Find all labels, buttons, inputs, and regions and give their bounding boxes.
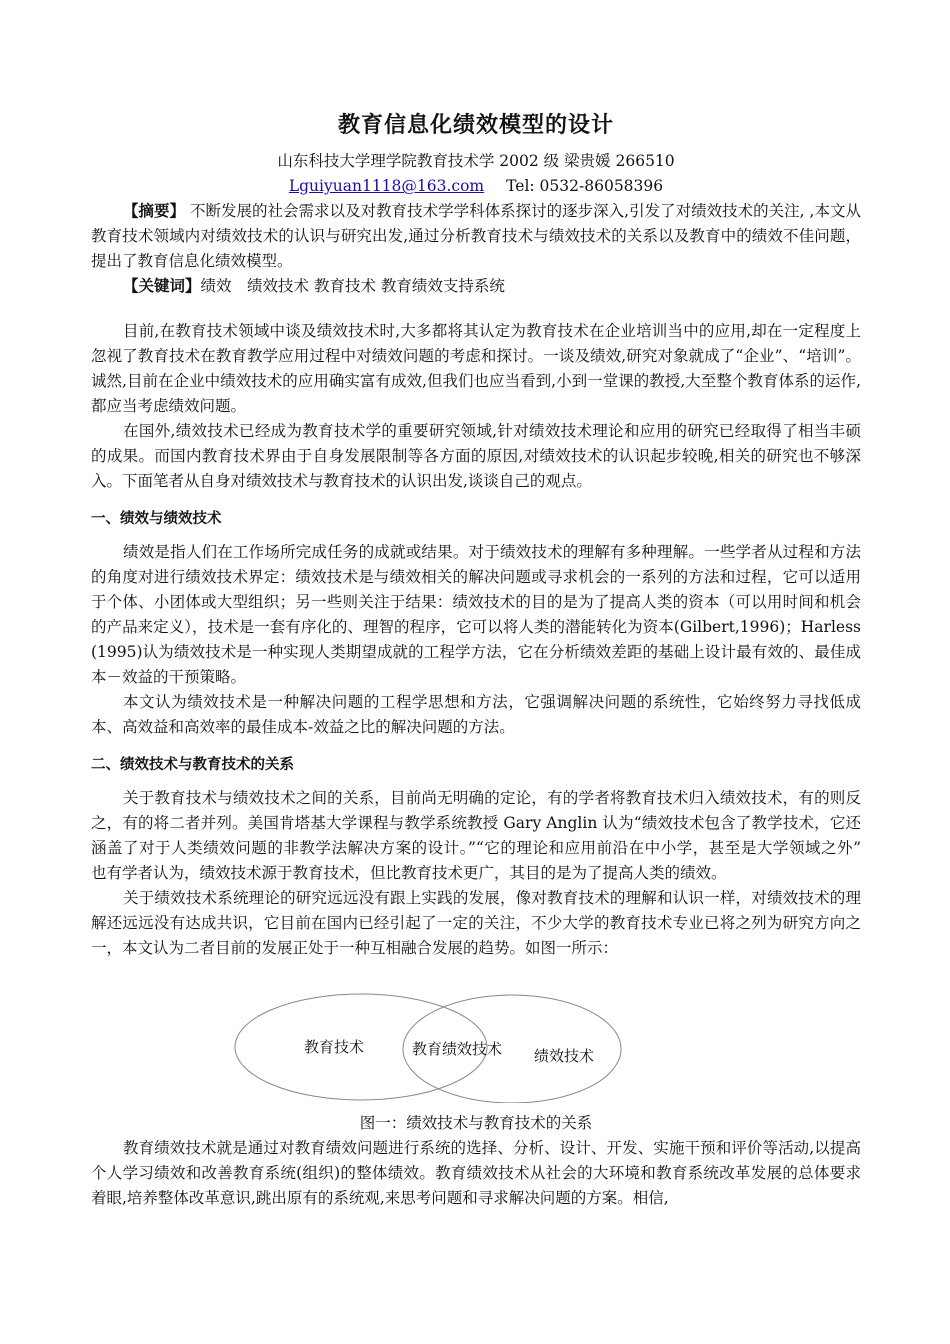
venn-svg bbox=[91, 991, 861, 1103]
keywords-text: 绩效 绩效技术 教育技术 教育绩效支持系统 bbox=[200, 277, 505, 295]
section-2-paragraph-1: 关于教育技术与绩效技术之间的关系，目前尚无明确的定论，有的学者将教育技术归入绩效技术，有的则反之，有的将二者并列。美国肯塔基大学课程与教学系统教授 Gary Anglin 认为“绩效技术包含了教学技术，它还涵盖了对于人类绩效问题的非教学法解决方案的设计。”“它的理论和应用前沿在中小学，甚至是大学领域之外” 也有学者认为，绩效技术源于教育技术，但比教育技术更广，其目的是为了提高人类的绩效。 bbox=[91, 789, 877, 882]
section-1-paragraph-2: 本文认为绩效技术是一种解决问题的工程学思想和方法，它强调解决问题的系统性，它始终努力寻找低成本、高效益和高效率的最佳成本-效益之比的解决问题的方法。 bbox=[91, 693, 861, 736]
contact-line bbox=[91, 174, 861, 199]
section-1-paragraph-1: 绩效是指人们在工作场所完成任务的成就或结果。对于绩效技术的理解有多种理解。一些学者从过程和方法的角度对进行绩效技术界定：绩效技术是与绩效相关的解决问题或寻求机会的一系列的方法和过程，它可以适用于个体、小团体或大型组织；另一些则关注于结果：绩效技术的目的是为了提高人类的资本（可以用时间和机会的产品来定义），技术是一套有序化的、理智的程序，它可以将人类的潜能转化为资本(Gilbert,1996)；Harless (1995)认为绩效技术是一种实现人类期望成就的工程学方法，它在分析绩效差距的基础上设计最有效的、最佳成本－效益的干预策略。 bbox=[91, 543, 861, 686]
keywords bbox=[91, 274, 861, 299]
keywords-label: 【关键词】 bbox=[123, 277, 201, 295]
spacer bbox=[91, 299, 861, 319]
section-2-heading: 二、绩效技术与教育技术的关系 bbox=[91, 757, 294, 773]
figure-caption: 图一：绩效技术与教育技术的关系 bbox=[359, 1114, 593, 1132]
abstract-label: 【摘要】 bbox=[123, 202, 186, 220]
venn-diagram bbox=[91, 991, 861, 1103]
abstract-text: 不断发展的社会需求以及对教育技术学学科体系探讨的逐步深入,引发了对绩效技术的关注, ,本文从教育技术领域内对绩效技术的认识与研究出发,通过分析教育技术与绩效技术的关系以及教育中的绩效不佳问题，提出了教育信息化绩效模型。 bbox=[91, 202, 861, 270]
venn-left-label: 教育技术 bbox=[304, 1038, 365, 1056]
intro-paragraph-2: 在国外,绩效技术已经成为教育技术学的重要研究领域,针对绩效技术理论和应用的研究已经取得了相当丰硕的成果。而国内教育技术界由于自身发展限制等各方面的原因,对绩效技术的认识起步较晚,相关的研究也不够深入。下面笔者从自身对绩效技术与教育技术的认识出发,谈谈自己的观点。 bbox=[91, 422, 861, 490]
tel-text: Tel: 0532-86058396 bbox=[506, 177, 664, 195]
email-link[interactable]: Lguiyuan1118@163.com bbox=[288, 177, 485, 195]
abstract bbox=[91, 199, 861, 274]
venn-right-label: 绩效技术 bbox=[534, 1047, 595, 1065]
paper-title: 教育信息化绩效模型的设计 bbox=[337, 113, 614, 138]
intro-paragraph-1: 目前,在教育技术领域中谈及绩效技术时,大多都将其认定为教育技术在企业培训当中的应用,却在一定程度上忽视了教育技术在教育教学应用过程中对绩效问题的考虑和探讨。一谈及绩效,研究对象就成了“企业”、“培训”。诚然,目前在企业中绩效技术的应用确实富有成效,但我们也应当看到,小到一堂课的教授,大至整个教育体系的运作,都应当考虑绩效问题。 bbox=[91, 322, 861, 415]
section-2-paragraph-3: 教育绩效技术就是通过对教育绩效问题进行系统的选择、分析、设计、开发、实施干预和评价等活动,以提高个人学习绩效和改善教育系统(组织)的整体绩效。教育绩效技术从社会的大环境和教育系统改革发展的总体要求着眼,培养整体改革意识,跳出原有的系统观,来思考问题和寻求解决问题的方案。相信, bbox=[91, 1139, 861, 1207]
venn-overlap-label: 教育绩效技术 bbox=[412, 1040, 503, 1058]
author-line: 山东科技大学理学院教育技术学 2002 级 梁贵媛 266510 bbox=[277, 152, 675, 170]
paper-page bbox=[91, 108, 877, 1211]
section-1-heading: 一、绩效与绩效技术 bbox=[91, 511, 222, 527]
section-2-paragraph-2: 关于绩效技术系统理论的研究远远没有跟上实践的发展，像对教育技术的理解和认识一样，对绩效技术的理解还远远没有达成共识，它目前在国内已经引起了一定的关注，不少大学的教育技术专业已将之列为研究方向之一，本文认为二者目前的发展正处于一种互相融合发展的趋势。如图一所示： bbox=[91, 889, 861, 957]
